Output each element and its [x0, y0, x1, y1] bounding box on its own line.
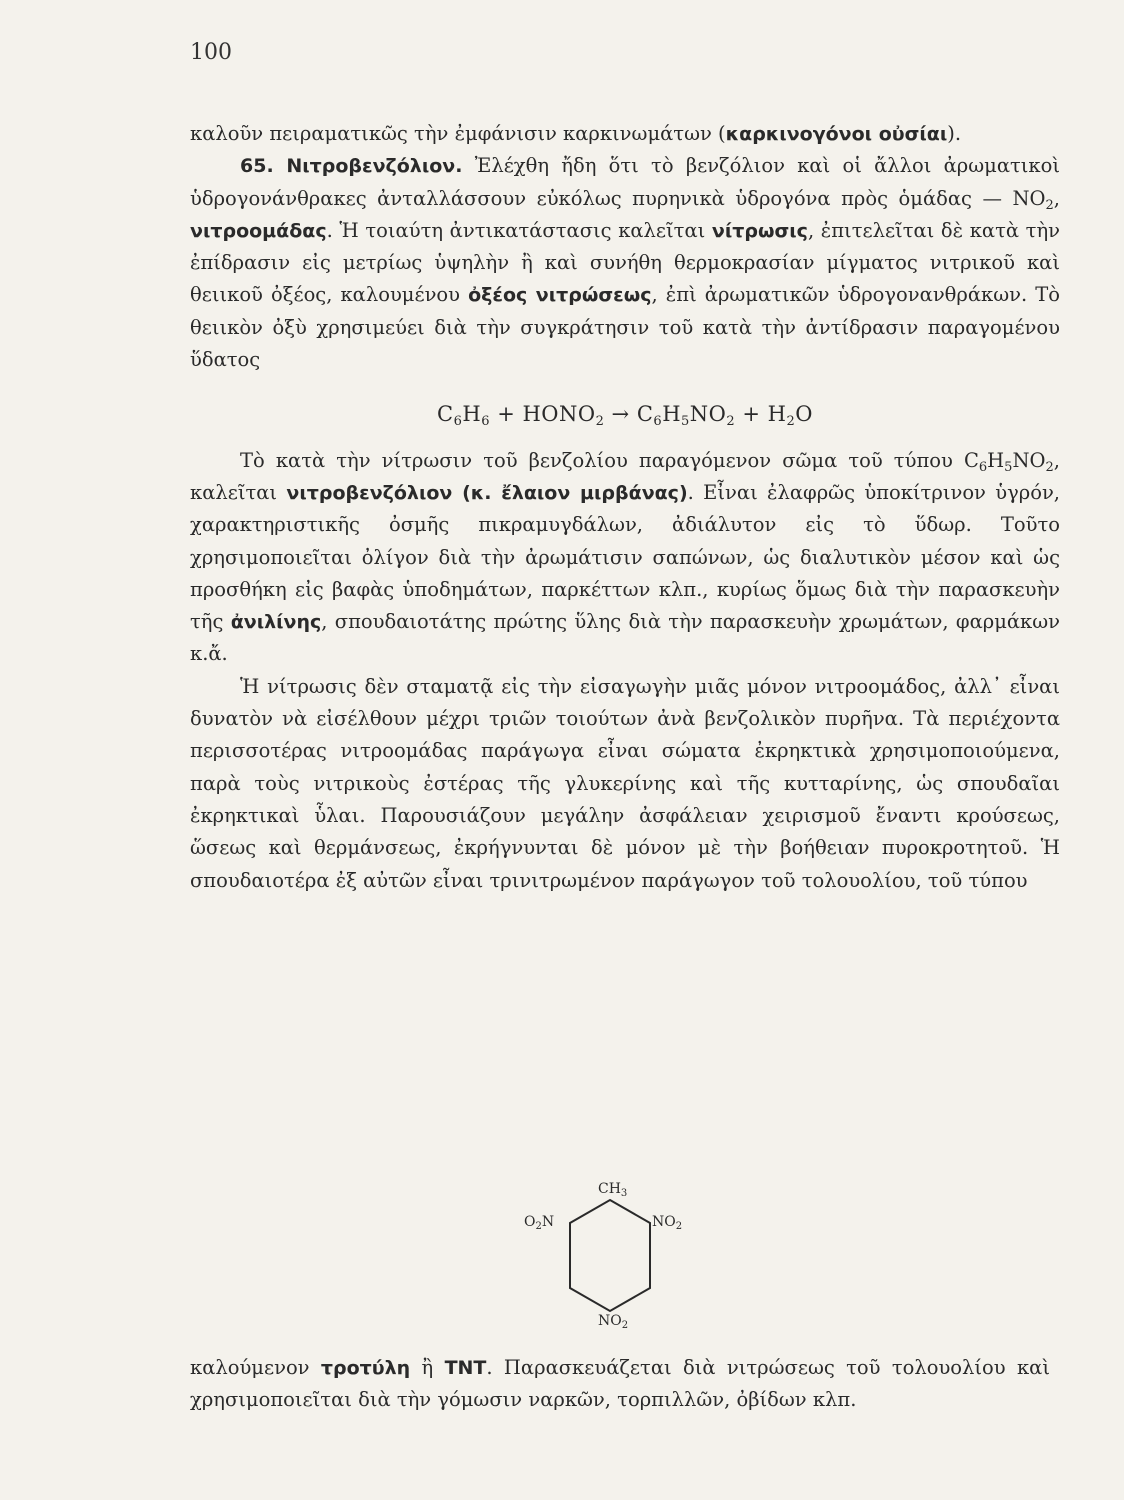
text: . Ἡ τοιαύτη ἀντικατάστασις καλεῖται — [326, 218, 712, 242]
text: . Εἶναι ἐλαφρῶς ὑποκίτρινον ὑγρόν, χαρακτηριστικῆς ὀσμῆς πικραμυγδάλων, ἀδιάλυτον εἰς τὸ ὕδωρ. Τοῦτο χρησιμοποιεῖται ὀλίγον διὰ τὴν ἀρωμάτισιν σαπώνων, ὡς διαλυτικὸν μέσον καὶ ὡς προσθήκη εἰς βαφὰς ὑποδημάτων, παρκέττων κλπ., κυρίως ὅμως διὰ τὴν παρασκευὴν τῆς — [190, 480, 1061, 634]
page-number: 100 — [190, 40, 232, 65]
term-tnt: TNT — [444, 1357, 487, 1379]
term-carcinogens: καρκινογόνοι οὐσίαι — [725, 123, 948, 145]
eq-sub: 6 — [653, 414, 663, 430]
paragraph-explosives — [190, 671, 1060, 897]
term-nitrating-acid: ὀξέος νιτρώσεως — [468, 284, 652, 307]
term-nitro-group: νιτροομάδας — [190, 219, 327, 242]
paragraph-nitrobenzene-intro — [190, 150, 1060, 376]
text: , — [1053, 186, 1060, 210]
text: καλούμενον — [190, 1356, 321, 1379]
text: ἢ — [410, 1356, 445, 1379]
paragraph-tnt — [190, 1352, 1050, 1417]
text: NO — [1012, 448, 1046, 472]
reaction-arrow: → — [604, 402, 637, 427]
chemical-equation — [190, 398, 1060, 430]
subscript: 5 — [1004, 459, 1013, 475]
text: καλοῦν πειραματικῶς τὴν ἐμφάνισιν καρκινωμάτων ( — [190, 122, 726, 145]
eq-part: C — [437, 402, 454, 427]
text: Τὸ κατὰ τὴν νίτρωσιν τοῦ βενζολίου παραγόμενον σῶμα τοῦ τύπου C — [240, 448, 979, 472]
eq-part: H — [662, 402, 682, 427]
text: H — [987, 448, 1005, 472]
paragraph-nitrobenzene-props — [190, 445, 1060, 671]
eq-sub: 2 — [595, 414, 605, 430]
eq-sub: 5 — [681, 414, 690, 430]
eq-sub: 2 — [726, 414, 736, 430]
text: Ἡ νίτρωσις δὲν σταματᾷ εἰς τὴν εἰσαγωγὴν μιᾶς μόνον νιτροομάδος, ἀλλ᾽ εἶναι δυνατὸν νὰ εἰσέλθουν μέχρι τριῶν τοιούτων ἀνὰ βενζολικὸν πυρῆνα. Τὰ περιέχοντα περισσοτέρας νιτροομάδας παράγωγα εἶναι σώματα ἐκρηκτικὰ χρησιμοποιούμενα, παρὰ τοὺς νιτρικοὺς ἐστέρας τῆς γλυκερίνης καὶ τῆς κυτταρίνης, ὡς σπουδαῖαι ἐκρηκτικαὶ ὗλαι. Παρουσιάζουν μεγάλην ἀσφάλειαν χειρισμοῦ ἔναντι κρούσεως, ὥσεως καὶ θερμάνσεως, ἐκρήγνυνται δὲ μόνον μὲ τὴν βοήθειαν πυροκροτητοῦ. Ἡ σπουδαιοτέρα ἐξ αὐτῶν εἶναι τρινιτρωμένον παράγωγον τοῦ τολουολίου, τοῦ τύπου — [190, 674, 1060, 892]
section-heading: 65. Νιτροβενζόλιον. — [240, 155, 463, 178]
text: Ἐλέχθη ἤδη ὅτι τὸ βενζόλιον καὶ οἱ ἄλλοι ἀρωματικοὶ ὑδρογονάνθρακες ἀνταλλάσσουν εὐκόλως πυρηνικὰ ὑδρογόνα πρὸς ὁμάδας — NO — [190, 154, 1060, 210]
benzene-ring — [570, 1200, 650, 1311]
term-nitrobenzene: νιτροβενζόλιον (κ. ἔλαιον μιρβάνας) — [286, 481, 688, 504]
eq-part: + HONO — [490, 402, 596, 427]
nitro-label-bottom: $NO_2$ — [598, 1313, 629, 1328]
text: ). — [947, 122, 962, 145]
eq-sub: 6 — [481, 414, 491, 430]
subscript: 6 — [978, 459, 988, 475]
nitro-label-right: $NO_2$ — [652, 1214, 683, 1232]
text: , ἐπὶ ἀρωματικῶν ὑδρογονανθράκων. Τὸ θειικὸν ὀξὺ χρησιμεύει διὰ τὴν συγκράτησιν τοῦ κατὰ τὴν ἀντίδρασιν παραγομένου ὕδατος — [190, 283, 1060, 372]
subscript: 2 — [1045, 459, 1054, 475]
methyl-label: $CH_3$ — [598, 1181, 628, 1199]
text: . Παρασκευάζεται διὰ νιτρώσεως τοῦ τολουολίου καὶ χρησιμοποιεῖται διὰ τὴν γόμωσιν ναρκῶν, τορπιλλῶν, ὀβίδων κλπ. — [190, 1356, 1050, 1412]
nitro-label-left: $O_2N$ — [524, 1214, 555, 1232]
eq-part: O — [795, 402, 813, 427]
text: , καλεῖται — [190, 448, 1060, 504]
paragraph-carcinogens — [190, 118, 1060, 150]
eq-part: NO — [689, 402, 727, 427]
tnt-structure-diagram — [510, 1178, 710, 1328]
eq-sub: 6 — [453, 414, 463, 430]
eq-part: C — [636, 402, 654, 427]
term-trotyl: τροτύλη — [320, 1357, 411, 1379]
term-aniline: ἀνιλίνης — [230, 611, 322, 634]
tnt-paragraph — [190, 1352, 1050, 1417]
term-nitration: νίτρωσις — [711, 219, 808, 242]
eq-sub: 2 — [786, 414, 796, 430]
text: , σπουδαιοτάτης πρώτης ὕλης διὰ τὴν παρασκευὴν χρωμάτων, φαρμάκων κ.ἄ. — [190, 610, 1060, 666]
main-text — [190, 118, 1060, 897]
subscript: 2 — [1045, 197, 1054, 213]
eq-part: + H — [735, 402, 787, 427]
eq-part: H — [462, 402, 482, 427]
text: , ἐπιτελεῖται δὲ κατὰ τὴν ἐπίδρασιν εἰς μετρίως ὑψηλὴν ἢ καὶ συνήθη θερμοκρασίαν μίγματος νιτρικοῦ καὶ θειικοῦ ὀξέος, καλουμένου — [190, 218, 1060, 307]
